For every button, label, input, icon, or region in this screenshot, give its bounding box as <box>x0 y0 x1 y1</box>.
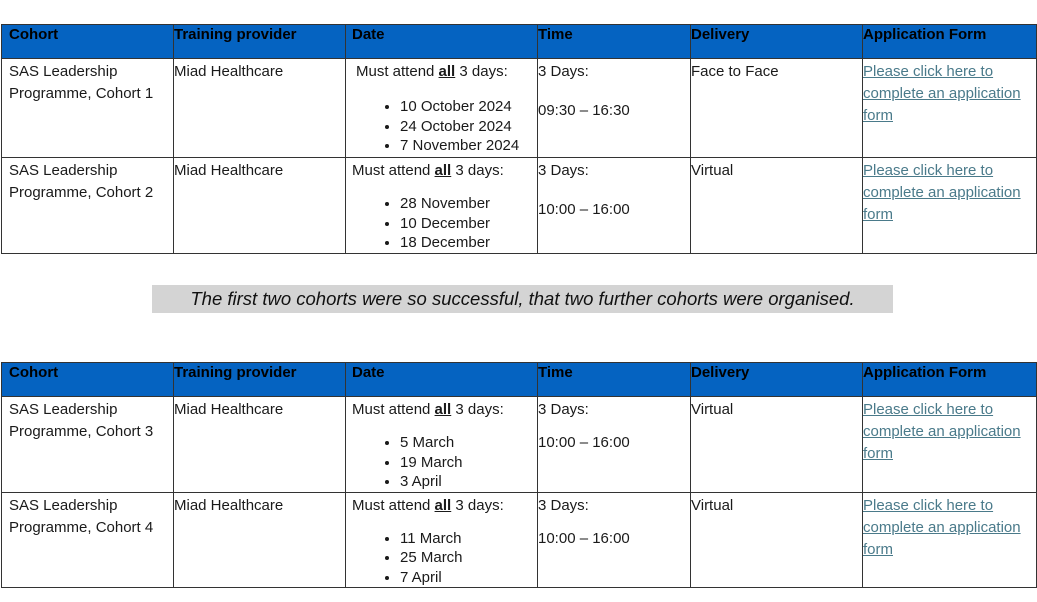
table-row <box>2 59 1037 158</box>
header-delivery: Delivery <box>691 25 863 59</box>
attendance-note: Must attend all 3 days: <box>356 63 508 80</box>
cohort-note: The first two cohorts were so successful, that two further cohorts were organised. <box>152 285 893 313</box>
session-date-list <box>356 97 537 156</box>
cohort-cell <box>2 492 174 588</box>
session-date: • 19 March <box>400 453 537 473</box>
provider-cell <box>174 492 346 588</box>
session-date: • 5 March <box>400 433 537 453</box>
application-form-link[interactable]: Please click here to complete an application form <box>863 63 1021 124</box>
header-application-form: Application Form <box>863 25 1037 59</box>
table-header-row <box>2 363 1037 397</box>
cohort-name-line1: SAS Leadership <box>9 401 118 418</box>
time-cell <box>538 59 691 158</box>
date-cell <box>346 158 538 254</box>
session-date: • 24 October 2024 <box>400 117 537 137</box>
header-cohort: Cohort <box>2 25 174 59</box>
time-range: 09:30 – 16:30 <box>538 102 630 119</box>
session-date: • 18 December <box>400 233 537 253</box>
attendance-note: Must attend all 3 days: <box>352 162 504 179</box>
header-date: Date <box>346 363 538 397</box>
delivery-cell <box>691 158 863 254</box>
cohort-name-line1: SAS Leadership <box>9 496 118 514</box>
time-cell <box>538 158 691 254</box>
session-date: • 25 March <box>400 548 537 568</box>
delivery-mode: Virtual <box>691 496 734 514</box>
header-training-provider: Training provider <box>174 25 346 59</box>
provider-name: Miad Healthcare <box>174 496 284 514</box>
provider-cell <box>174 158 346 254</box>
attendance-note: Must attend all 3 days: <box>352 401 504 418</box>
time-days: 3 Days: <box>538 401 589 418</box>
attendance-note: Must attend all 3 days: <box>352 496 504 514</box>
time-days: 3 Days: <box>538 162 589 179</box>
application-form-cell <box>863 492 1037 588</box>
time-days: 3 Days: <box>538 63 589 80</box>
provider-name: Miad Healthcare <box>174 162 284 179</box>
cohort-name-line2: Programme, Cohort 2 <box>9 184 154 201</box>
application-form-cell <box>863 158 1037 254</box>
application-form-cell <box>863 397 1037 493</box>
session-date: • 3 April <box>400 472 537 492</box>
session-date-list <box>352 433 537 492</box>
session-date: • 10 October 2024 <box>400 97 537 117</box>
table-row <box>2 158 1037 254</box>
date-cell <box>346 59 538 158</box>
time-range: 10:00 – 16:00 <box>538 529 630 547</box>
provider-name: Miad Healthcare <box>174 401 284 418</box>
delivery-mode: Virtual <box>691 162 734 179</box>
header-date: Date <box>346 25 538 59</box>
cohort-table-1 <box>1 24 1037 254</box>
delivery-cell <box>691 59 863 158</box>
header-time: Time <box>538 363 691 397</box>
date-cell <box>346 397 538 493</box>
provider-name: Miad Healthcare <box>174 63 284 80</box>
table-row <box>2 397 1037 493</box>
table-header-row <box>2 25 1037 59</box>
time-cell <box>538 397 691 493</box>
cohort-name-line2: Programme, Cohort 4 <box>9 518 154 536</box>
delivery-mode: Virtual <box>691 401 734 418</box>
cohort-cell <box>2 59 174 158</box>
cohort-cell <box>2 158 174 254</box>
session-date-list <box>352 529 537 588</box>
time-range: 10:00 – 16:00 <box>538 201 630 218</box>
delivery-cell <box>691 492 863 588</box>
header-time: Time <box>538 25 691 59</box>
table-row <box>2 492 1037 588</box>
session-date: • 28 November <box>400 194 537 214</box>
time-days: 3 Days: <box>538 496 589 514</box>
application-form-link[interactable]: Please click here to complete an application form <box>863 496 1021 558</box>
header-application-form: Application Form <box>863 363 1037 397</box>
application-form-cell <box>863 59 1037 158</box>
date-cell <box>346 492 538 588</box>
delivery-cell <box>691 397 863 493</box>
provider-cell <box>174 59 346 158</box>
delivery-mode: Face to Face <box>691 63 779 80</box>
time-range: 10:00 – 16:00 <box>538 434 630 451</box>
session-date: • 7 November 2024 <box>400 136 537 156</box>
cohort-name-line1: SAS Leadership <box>9 63 118 80</box>
cohort-name-line1: SAS Leadership <box>9 162 118 179</box>
header-delivery: Delivery <box>691 363 863 397</box>
provider-cell <box>174 397 346 493</box>
session-date-list <box>352 194 537 253</box>
cohort-cell <box>2 397 174 493</box>
session-date: • 7 April <box>400 568 537 588</box>
cohort-name-line2: Programme, Cohort 3 <box>9 423 154 440</box>
session-date: • 10 December <box>400 214 537 234</box>
session-date: • 11 March <box>400 529 537 549</box>
header-training-provider: Training provider <box>174 363 346 397</box>
application-form-link[interactable]: Please click here to complete an application form <box>863 401 1021 462</box>
time-cell <box>538 492 691 588</box>
cohort-table-2 <box>1 362 1037 588</box>
header-cohort: Cohort <box>2 363 174 397</box>
cohort-name-line2: Programme, Cohort 1 <box>9 85 154 102</box>
application-form-link[interactable]: Please click here to complete an application form <box>863 162 1021 223</box>
